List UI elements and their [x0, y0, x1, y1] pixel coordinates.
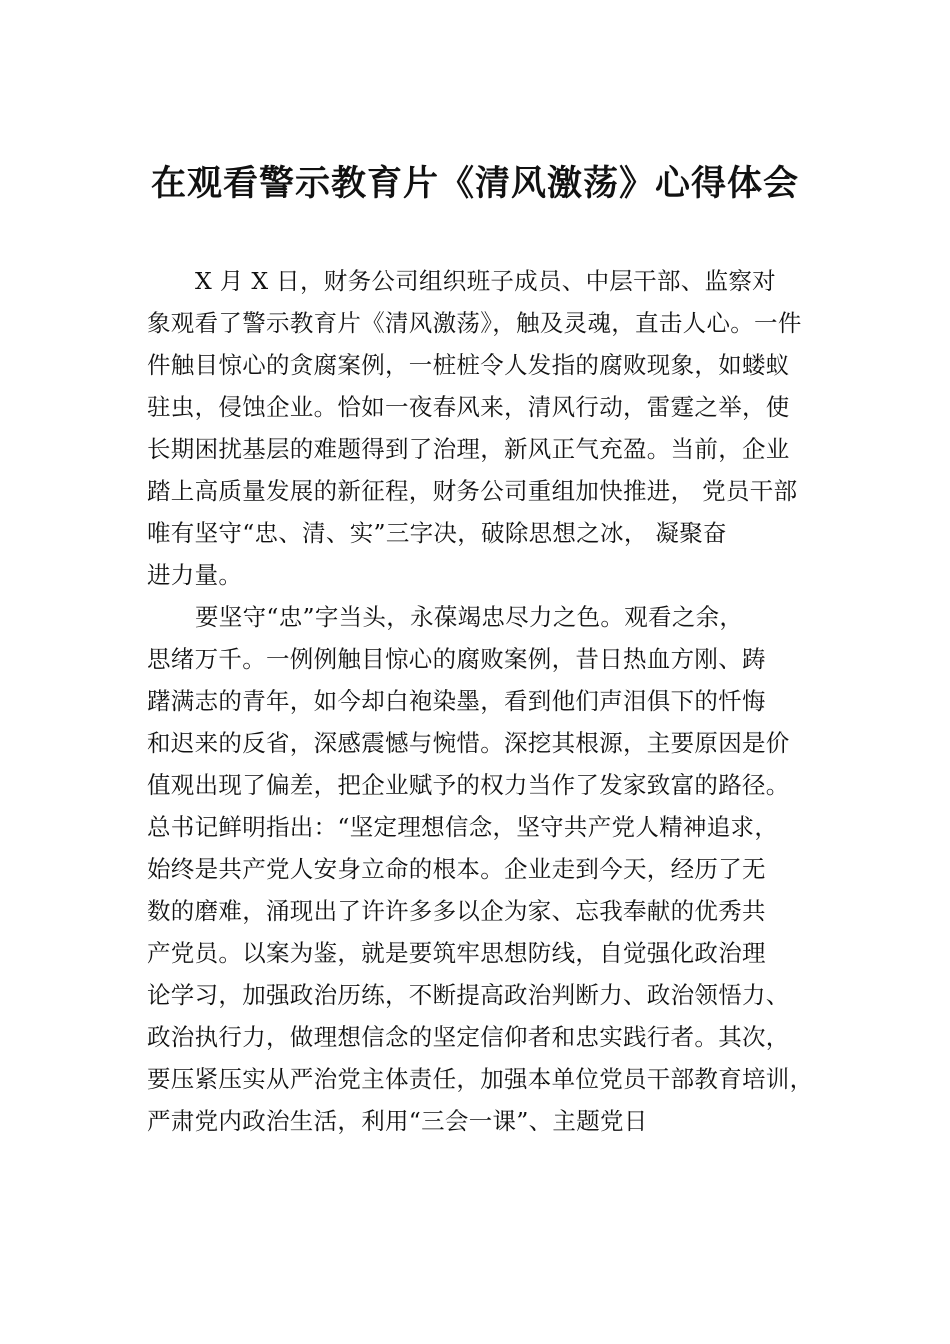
paragraph-line: 唯有坚守“忠、清、实”三字决，破除思想之冰， 凝聚奋 — [147, 519, 727, 547]
paragraph-line: 躇满志的青年，如今却白袍染墨，看到他们声泪俱下的忏悔 — [147, 687, 766, 715]
paragraph-line: 总书记鲜明指出：“坚定理想信念，坚守共产党人精神追求， — [147, 813, 779, 841]
paragraph-1 — [147, 260, 847, 596]
paragraph-line: 论学习，加强政治历练，不断提高政治判断力、政治领悟力、 — [147, 981, 790, 1009]
paragraph-line: 政治执行力，做理想信念的坚定信仰者和忠实践行者。其次， — [147, 1023, 790, 1051]
paragraph-line: 数的磨难，涌现出了许许多多以企为家、忘我奉献的优秀共 — [147, 897, 766, 925]
document-title: 在观看警示教育片《清风激荡》心得体会 — [150, 163, 799, 204]
paragraph-line: 进力量。 — [147, 561, 243, 589]
paragraph-line: 思绪万千。一例例触目惊心的腐败案例，昔日热血方刚、踌 — [147, 645, 766, 673]
paragraph-line: X 月 X 日，财务公司组织班子成员、中层干部、监察对 — [195, 267, 776, 295]
paragraph-line: 踏上高质量发展的新征程，财务公司重组加快推进， 党员干部 — [147, 477, 798, 505]
paragraph-line: 和迟来的反省，深感震憾与惋惜。深挖其根源，主要原因是价 — [147, 729, 790, 757]
paragraph-line: 严肃党内政治生活，利用“三会一课”、主题党日 — [147, 1107, 648, 1135]
paragraph-line: 长期困扰基层的难题得到了治理，新风正气充盈。当前，企业 — [147, 435, 790, 463]
paragraph-line: 始终是共产党人安身立命的根本。企业走到今天，经历了无 — [147, 855, 766, 883]
paragraph-line: 值观出现了偏差，把企业赋予的权力当作了发家致富的路径。 — [147, 771, 790, 799]
paragraph-line: 产党员。以案为鉴，就是要筑牢思想防线，自觉强化政治理 — [147, 939, 766, 967]
paragraph-line: 要坚守“忠”字当头，永葆竭忠尽力之色。观看之余， — [195, 603, 744, 631]
paragraph-line: 象观看了警示教育片《清风激荡》，触及灵魂，直击人心。一件 — [147, 309, 802, 337]
paragraph-line: 驻虫，侵蚀企业。恰如一夜春风来，清风行动，雷霆之举，使 — [147, 393, 790, 421]
paragraph-2 — [147, 596, 847, 1142]
paragraph-line: 件触目惊心的贪腐案例，一桩桩令人发指的腐败现象，如蝼蚁 — [147, 351, 790, 379]
paragraph-line: 要压紧压实从严治党主体责任，加强本单位党员干部教育培训， — [147, 1065, 814, 1093]
document-body — [147, 260, 847, 1142]
